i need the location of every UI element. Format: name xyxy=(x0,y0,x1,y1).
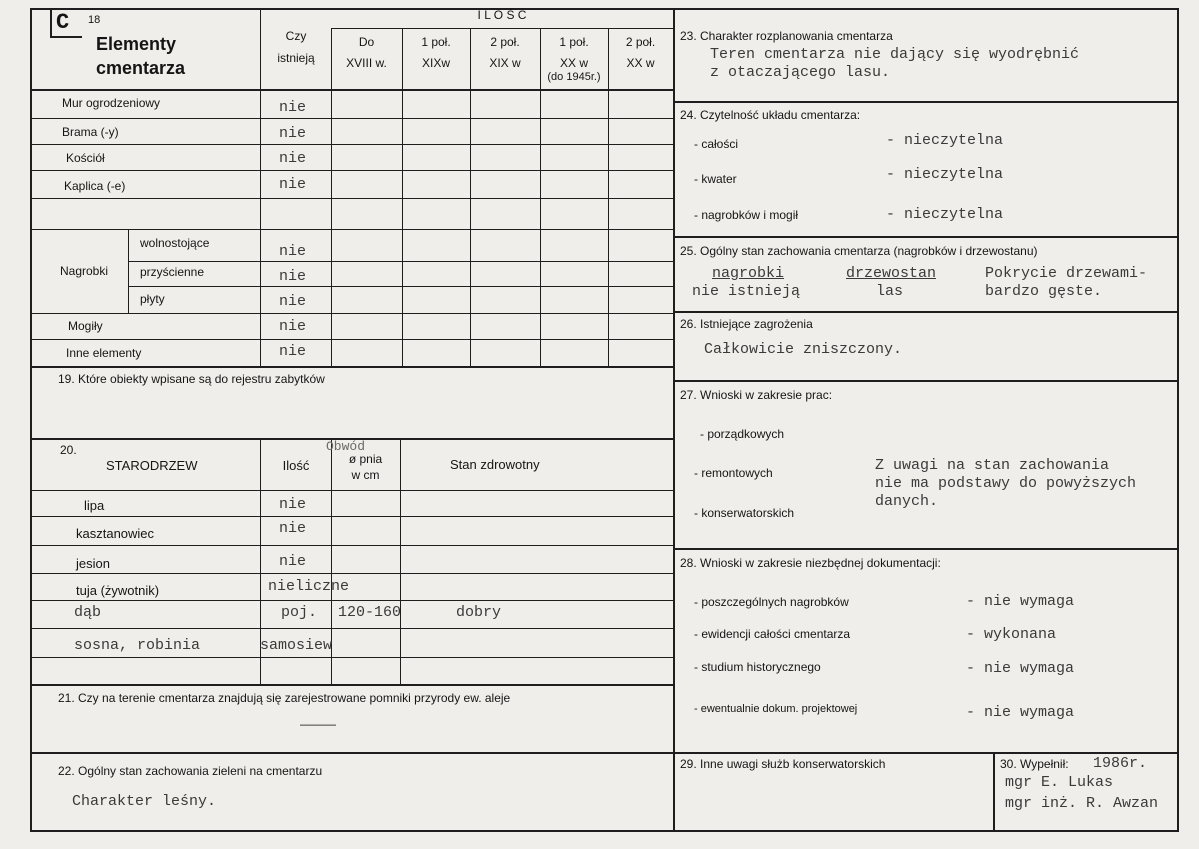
period-5-l1: 2 poł. xyxy=(625,35,656,49)
tree-row-1-qty: nie xyxy=(279,496,307,513)
grid-line xyxy=(402,28,403,366)
grid-line xyxy=(128,261,673,262)
q30-year: 1986r. xyxy=(1093,755,1148,772)
grid-line xyxy=(30,573,673,574)
row-chapel-value: nie xyxy=(279,176,307,193)
row-other-label: Inne elementy xyxy=(66,346,142,360)
row-wall-label: Mur ogrodzeniowy xyxy=(62,96,161,110)
row-freestanding-value: nie xyxy=(279,243,307,260)
grid-line xyxy=(30,545,673,546)
grid-line xyxy=(30,366,673,368)
q20-col-diam-l2: w cm xyxy=(351,468,380,482)
period-2-l1: 1 poł. xyxy=(421,35,451,49)
grid-line xyxy=(30,490,673,491)
grid-line xyxy=(673,236,1178,238)
col-exists-line2: istnieją xyxy=(277,51,315,65)
period-1-l1: Do xyxy=(358,35,375,49)
q24-item-2-label: - kwater xyxy=(694,172,737,186)
q25-value-graves: nie istnieją xyxy=(692,283,801,300)
q20-number: 20. xyxy=(60,443,77,457)
grid-line xyxy=(30,657,673,658)
q27-label: 27. Wnioski w zakresie prac: xyxy=(680,388,833,402)
tree-row-5-diam: 120-160 xyxy=(338,604,402,621)
grid-line xyxy=(30,339,673,340)
q23-line2: z otaczającego lasu. xyxy=(710,64,891,81)
q24-item-3-label: - nagrobków i mogił xyxy=(694,208,799,222)
q30-person-2: mgr inż. R. Awzan xyxy=(1005,795,1159,812)
q27-item-2: - remontowych xyxy=(694,466,773,480)
frame-left xyxy=(30,8,32,832)
period-4-l1: 1 poł. xyxy=(559,35,589,49)
card-number: 18 xyxy=(88,14,101,26)
row-mounds-label: Mogiły xyxy=(68,319,103,333)
grid-line xyxy=(30,516,673,517)
row-wallmounted-value: nie xyxy=(279,268,307,285)
row-freestanding-label: wolnostojące xyxy=(140,236,210,250)
row-other-value: nie xyxy=(279,343,307,360)
col-exists-line1: Czy xyxy=(285,29,307,43)
tree-row-5-health: dobry xyxy=(456,604,502,621)
q25-label: 25. Ogólny stan zachowania cmentarza (nagrobków i drzewostanu) xyxy=(680,244,1038,258)
q27-answer-line2: nie ma podstawy do powyższych xyxy=(875,475,1137,492)
q25-value-trees: las xyxy=(876,283,904,300)
grid-line xyxy=(673,548,1178,550)
q28-item-1-value: - nie wymaga xyxy=(966,593,1075,610)
q28-item-3-label: - studium historycznego xyxy=(694,660,821,674)
q22-label: 22. Ogólny stan zachowania zieleni na cmentarzu xyxy=(58,764,323,778)
grid-line xyxy=(30,170,673,171)
tree-row-6-name: sosna, robinia xyxy=(74,637,201,654)
row-wall-value: nie xyxy=(279,99,307,116)
title-line1: Elementy xyxy=(96,34,177,54)
row-mounds-value: nie xyxy=(279,318,307,335)
q28-item-2-label: - ewidencji całości cmentarza xyxy=(694,627,851,641)
q28-item-4-value: - nie wymaga xyxy=(966,704,1075,721)
q19-label: 19. Które obiekty wpisane są do rejestru zabytków xyxy=(58,372,325,386)
tree-row-5-qty: poj. xyxy=(281,604,318,621)
q20-col-qty: Ilość xyxy=(282,458,310,473)
period-4-l3: (do 1945r.) xyxy=(547,71,601,83)
grid-line xyxy=(673,752,1178,754)
grid-line xyxy=(30,600,673,601)
grid-line xyxy=(331,28,332,366)
q20-col-health: Stan zdrowotny xyxy=(450,457,540,472)
q23-label: 23. Charakter rozplanowania cmentarza xyxy=(680,29,893,43)
graves-group-label: Nagrobki xyxy=(60,264,109,278)
grid-line xyxy=(673,101,1178,103)
grid-line xyxy=(30,229,673,230)
row-slabs-value: nie xyxy=(279,293,307,310)
q30-person-1: mgr E. Lukas xyxy=(1005,774,1114,791)
tree-row-4-name: tuja (żywotnik) xyxy=(76,583,160,598)
q22-answer: Charakter leśny. xyxy=(72,793,217,810)
period-4-l2: XX w xyxy=(559,56,588,70)
q24-item-3-value: - nieczytelna xyxy=(886,206,1004,223)
q28-item-2-value: - wykonana xyxy=(966,626,1057,643)
tree-row-2-name: kasztanowiec xyxy=(76,526,155,541)
grid-line xyxy=(30,313,673,314)
q20-col-tree: STARODRZEW xyxy=(106,458,198,473)
q26-answer: Całkowicie zniszczony. xyxy=(704,341,903,358)
q25-head-trees: drzewostan xyxy=(846,265,937,282)
grid-line xyxy=(673,380,1178,382)
q20-col-diam-l1: ø pnia xyxy=(348,452,383,466)
grid-line xyxy=(470,28,471,366)
card-letter: C xyxy=(56,10,70,35)
row-wallmounted-label: przyścienne xyxy=(140,265,205,279)
grid-line xyxy=(331,28,673,29)
q27-answer-line1: Z uwagi na stan zachowania xyxy=(875,457,1110,474)
period-3-l1: 2 poł. xyxy=(490,35,520,49)
q27-item-1: - porządkowych xyxy=(700,427,785,441)
row-gate-value: nie xyxy=(279,125,307,142)
q29-label: 29. Inne uwagi służb konserwatorskich xyxy=(680,757,886,771)
period-2-l2: XIXw xyxy=(421,56,450,70)
row-church-value: nie xyxy=(279,150,307,167)
grid-line xyxy=(400,438,401,685)
q24-item-2-value: - nieczytelna xyxy=(886,166,1004,183)
row-chapel-label: Kaplica (-e) xyxy=(64,179,126,193)
grid-line xyxy=(993,752,995,832)
grid-line xyxy=(128,229,129,313)
q24-item-1-value: - nieczytelna xyxy=(886,132,1004,149)
title-line2: cmentarza xyxy=(96,58,186,78)
tree-row-3-qty: nie xyxy=(279,553,307,570)
quantity-label: I L O Ś C xyxy=(477,8,527,22)
q26-label: 26. Istniejące zagrożenia xyxy=(680,317,813,331)
q25-head-graves: nagrobki xyxy=(712,265,785,282)
tree-row-6-qty: samosiew xyxy=(260,637,333,654)
q23-line1: Teren cmentarza nie dający się wyodrębnić xyxy=(710,46,1080,63)
grid-line xyxy=(30,198,673,199)
q28-label: 28. Wnioski w zakresie niezbędnej dokumentacji: xyxy=(680,556,941,570)
period-1-l2: XVIII w. xyxy=(346,56,387,70)
q24-label: 24. Czytelność układu cmentarza: xyxy=(680,108,861,122)
period-3-l2: XIX w xyxy=(489,56,521,70)
q28-item-3-value: - nie wymaga xyxy=(966,660,1075,677)
tree-row-5-name: dąb xyxy=(74,604,102,621)
q27-item-3: - konserwatorskich xyxy=(694,506,795,520)
q24-item-1-label: - całości xyxy=(694,137,739,151)
q25-note-line2: bardzo gęste. xyxy=(985,283,1103,300)
frame-right xyxy=(1177,8,1179,832)
tree-row-2-qty: nie xyxy=(279,520,307,537)
tree-row-4-qty: nieliczne xyxy=(268,578,350,595)
grid-line xyxy=(30,118,673,119)
row-slabs-label: płyty xyxy=(140,292,165,306)
grid-line xyxy=(30,628,673,629)
tree-row-3-name: jesion xyxy=(76,556,110,571)
q28-item-1-label: - poszczególnych nagrobków xyxy=(694,595,849,609)
q21-label: 21. Czy na terenie cmentarza znajdują się zarejestrowane pomniki przyrody ew. aleje xyxy=(58,691,511,705)
tree-row-1-name: lipa xyxy=(84,498,105,513)
center-divider xyxy=(673,8,675,832)
row-gate-label: Brama (-y) xyxy=(62,125,119,139)
grid-line xyxy=(30,752,673,754)
q30-label: 30. Wypełnił: xyxy=(1000,757,1069,771)
grid-line xyxy=(128,286,673,287)
frame-bottom xyxy=(30,830,1178,832)
grid-line xyxy=(30,684,673,686)
grid-line xyxy=(30,89,673,91)
q25-note-line1: Pokrycie drzewami- xyxy=(985,265,1148,282)
grid-line xyxy=(608,28,609,366)
row-church-label: Kościół xyxy=(66,151,105,165)
q20-col-diam-typed: Obwód xyxy=(326,439,366,454)
grid-line xyxy=(673,311,1178,313)
grid-line xyxy=(30,144,673,145)
q21-answer: ——— xyxy=(300,717,336,731)
q27-answer-line3: danych. xyxy=(875,493,939,510)
period-5-l2: XX w xyxy=(626,56,655,70)
q28-item-4-label: - ewentualnie dokum. projektowej xyxy=(694,703,858,715)
